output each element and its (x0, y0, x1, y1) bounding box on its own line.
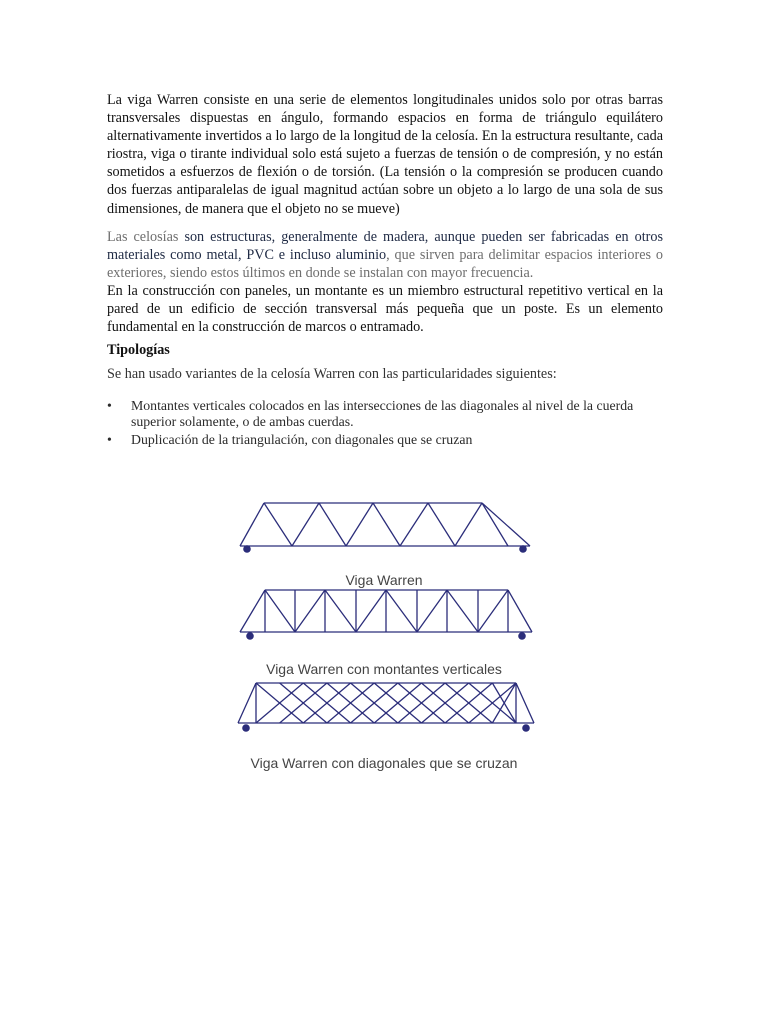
diagonal (264, 503, 292, 546)
diagonal (346, 503, 373, 546)
support-right (522, 724, 530, 732)
diagonal (469, 683, 516, 723)
end-post (482, 503, 530, 546)
caption-viga-warren-montantes: Viga Warren con montantes verticales (266, 661, 502, 677)
support-left (246, 632, 254, 640)
diagonal (447, 590, 478, 632)
diagonal (280, 683, 327, 723)
list-item-text: Duplicación de la triangulación, con diagonales que se cruzan (131, 431, 473, 447)
diagonal (400, 503, 428, 546)
list-item-text: Montantes verticales colocados en las intersecciones de las diagonales al nivel de la cuerda superior solamente, o de ambas cuerdas. (131, 397, 634, 430)
diagonal (327, 683, 374, 723)
end-post (508, 590, 532, 632)
paragraph-celosias-part2: son estructuras, generalmente de madera, aunque pueden ser fabricadas en otros materiales como metal, PVC e incluso aluminio (107, 228, 663, 263)
tipologias-list (107, 398, 663, 449)
support-right (519, 545, 527, 553)
diagonal (482, 503, 508, 546)
diagonal (292, 503, 319, 546)
bullet-icon: • (107, 397, 112, 413)
diagonal (455, 503, 482, 546)
diagonal (303, 683, 350, 723)
support-left (242, 724, 250, 732)
diagonal (351, 683, 398, 723)
tipologias-intro: Se han usado variantes de la celosía Warren con las particularidades siguientes: (107, 365, 557, 382)
diagonal (256, 683, 303, 723)
diagonal (421, 683, 468, 723)
diagonal (469, 683, 516, 723)
diagonal (398, 683, 445, 723)
diagonal (421, 683, 468, 723)
paragraph-celosias-part3: , que sirven para delimitar espacios interiores o exteriores, siendo estos últimos en donde se instalan con mayor frecuencia. (107, 246, 663, 282)
diagonal (478, 590, 508, 632)
diagonal (428, 503, 455, 546)
paragraph-celosias-part1: Las celosías (107, 228, 185, 245)
diagonal (303, 683, 350, 723)
diagonal (265, 590, 295, 632)
paragraph-celosias (107, 228, 663, 283)
paragraph-montante: En la construcción con paneles, un montante es un miembro estructural repetitivo vertical en la pared de un edificio de sección transversal más pequeña que un poste. Es un elemento fundamental en la construcción de marcos o entramado. (107, 283, 663, 336)
diagonal (374, 683, 421, 723)
diagonal (373, 503, 400, 546)
end-post (238, 683, 256, 723)
support-left (243, 545, 251, 553)
caption-viga-warren-cruzadas: Viga Warren con diagonales que se cruzan (250, 755, 518, 771)
support-right (518, 632, 526, 640)
diagonal (492, 683, 516, 723)
diagonal (492, 683, 516, 723)
end-post (516, 683, 534, 723)
list-item (107, 432, 663, 449)
diagonal (445, 683, 492, 723)
section-heading-tipologias: Tipologías (107, 341, 170, 358)
diagonal (256, 683, 303, 723)
diagonal (319, 503, 346, 546)
diagonal (351, 683, 398, 723)
list-item (107, 398, 663, 431)
caption-viga-warren: Viga Warren (345, 572, 423, 588)
bullet-icon: • (107, 431, 112, 447)
end-post (240, 503, 264, 546)
diagonal (280, 683, 327, 723)
diagonal (398, 683, 445, 723)
diagonal (445, 683, 492, 723)
diagonal (327, 683, 374, 723)
end-post (240, 590, 265, 632)
diagonal (417, 590, 447, 632)
diagonal (325, 590, 356, 632)
diagonal (356, 590, 386, 632)
diagonal (374, 683, 421, 723)
diagonal (295, 590, 325, 632)
diagonal (386, 590, 417, 632)
document-page (107, 91, 663, 449)
paragraph-warren-definition: La viga Warren consiste en una serie de elementos longitudinales unidos solo por otras barras transversales dispuestas en ángulo, formando espacios en forma de triángulo equilátero alternativamente invertidos a lo largo de la longitud de la celosía. En la estructura resultante, cada riostra, viga o tirante individual solo está sujeto a fuerzas de tensión o de compresión, y no están sometidos a esfuerzos de flexión o de torsión. (La tensión o la compresión se producen cuando dos fuerzas antiparalelas de igual magnitud actúan sobre un objeto a lo largo de una sola de sus dimensiones, de manera que el objeto no se mueve) (107, 92, 663, 217)
